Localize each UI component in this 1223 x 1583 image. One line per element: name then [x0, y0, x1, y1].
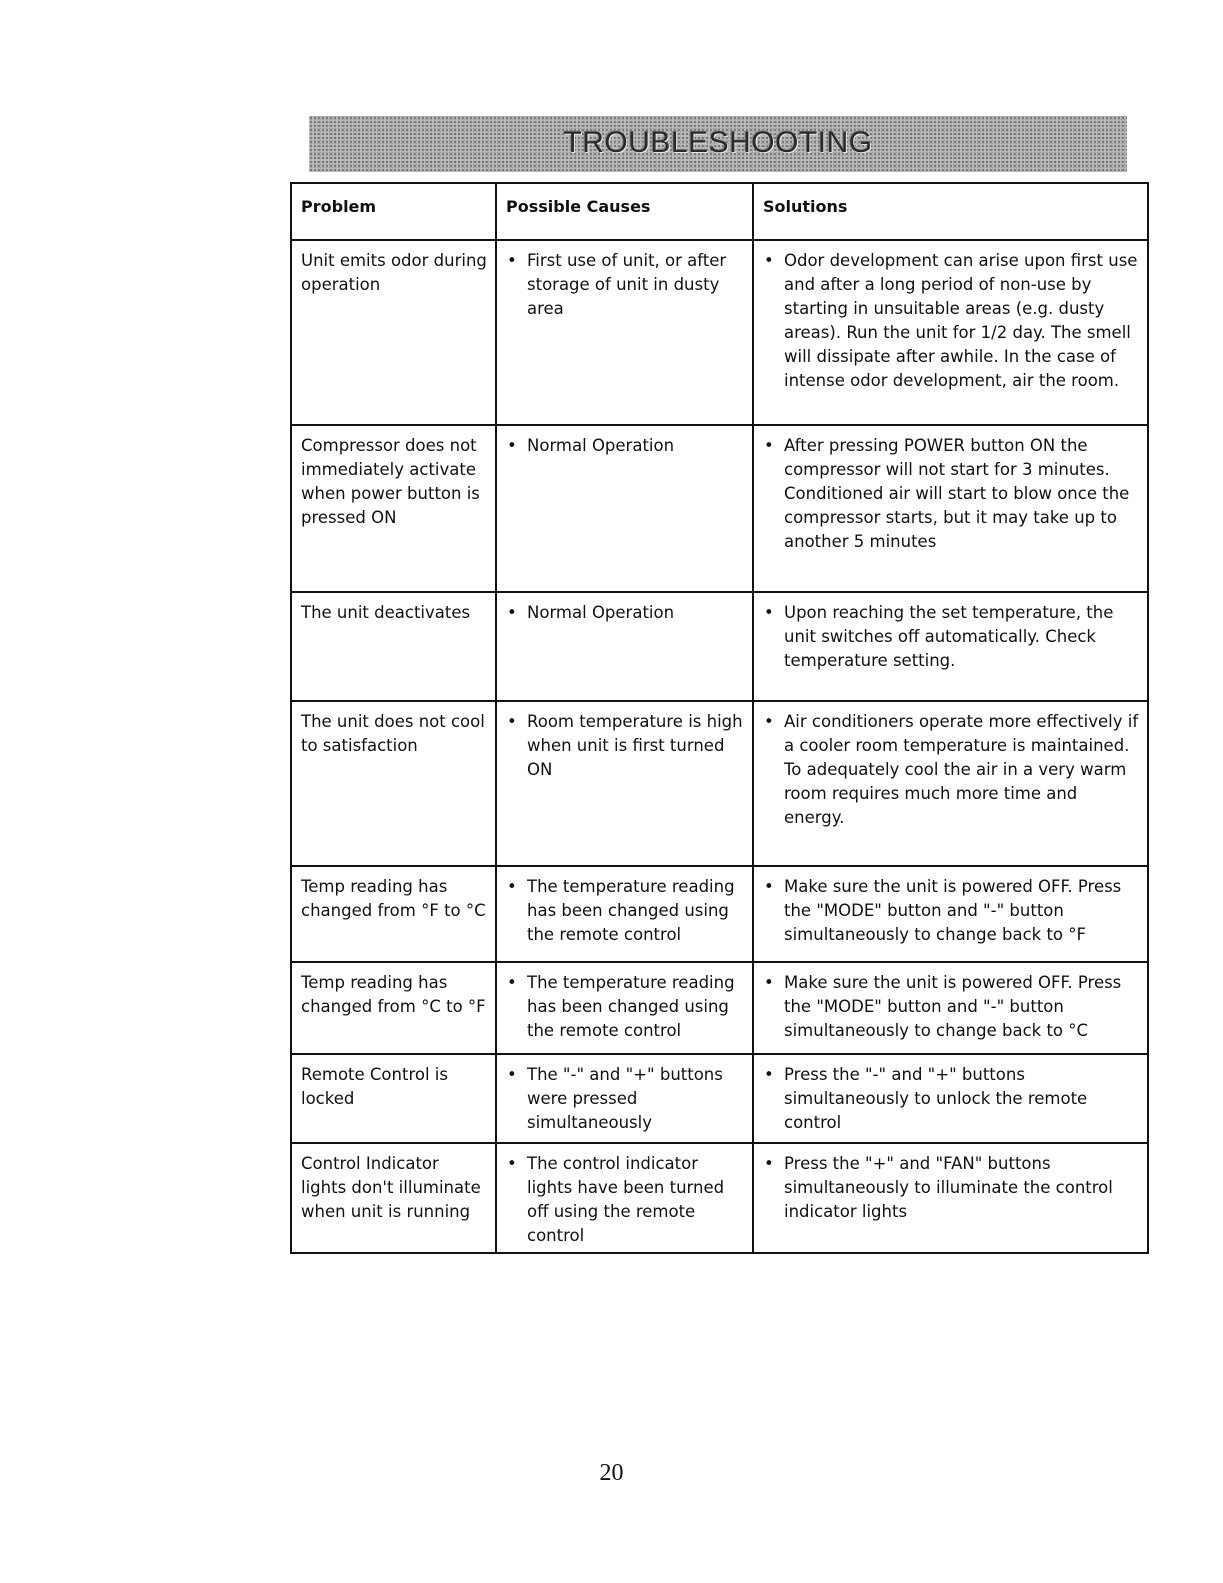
problem-cell: Remote Control is locked: [291, 1054, 496, 1143]
cause-text: The "-" and "+" buttons were pressed simultaneously: [527, 1065, 723, 1132]
cause-cell: [496, 592, 753, 701]
table-row: [291, 866, 1148, 962]
problem-cell: Temp reading has changed from °C to °F: [291, 962, 496, 1054]
cause-text: The temperature reading has been changed using the remote control: [527, 973, 735, 1040]
cause-text: Normal Operation: [527, 436, 675, 455]
table-row: [291, 425, 1148, 592]
solution-text: Press the "-" and "+" buttons simultaneously to unlock the remote control: [784, 1065, 1088, 1132]
table-row: [291, 1054, 1148, 1143]
cause-cell: [496, 1054, 753, 1143]
problem-cell: Unit emits odor during operation: [291, 240, 496, 425]
column-header-problem: Problem: [291, 183, 496, 240]
table-row: [291, 962, 1148, 1054]
problem-cell: The unit does not cool to satisfaction: [291, 701, 496, 866]
cause-cell: [496, 425, 753, 592]
solution-cell: [753, 962, 1148, 1054]
cause-text: First use of unit, or after storage of unit in dusty area: [527, 251, 727, 318]
column-header-causes: Possible Causes: [496, 183, 753, 240]
bullet-icon: •: [764, 973, 774, 992]
problem-cell: Compressor does not immediately activate when power button is pressed ON: [291, 425, 496, 592]
solution-text: Make sure the unit is powered OFF. Press the "MODE" button and "-" button simultaneously to change back to °F: [784, 877, 1122, 944]
bullet-icon: •: [764, 436, 774, 455]
solution-cell: [753, 1143, 1148, 1253]
table-row: [291, 701, 1148, 866]
cause-text: The temperature reading has been changed using the remote control: [527, 877, 735, 944]
bullet-icon: •: [507, 712, 517, 731]
table-row: [291, 1143, 1148, 1253]
cause-cell: [496, 1143, 753, 1253]
bullet-icon: •: [764, 1065, 774, 1084]
solution-text: Make sure the unit is powered OFF. Press the "MODE" button and "-" button simultaneously to change back to °C: [784, 973, 1122, 1040]
cause-text: Normal Operation: [527, 603, 675, 622]
solution-text: Odor development can arise upon first use and after a long period of non-use by starting in unsuitable areas (e.g. dusty areas). Run the unit for 1/2 day. The smell will dissipate after awhile. In the case of intense odor development, air the room.: [784, 251, 1138, 390]
bullet-icon: •: [764, 877, 774, 896]
troubleshooting-table: [290, 182, 1149, 1254]
column-header-solutions: Solutions: [753, 183, 1148, 240]
bullet-icon: •: [764, 603, 774, 622]
section-title: TROUBLESHOOTING: [563, 126, 873, 159]
bullet-icon: •: [507, 973, 517, 992]
bullet-icon: •: [507, 1065, 517, 1084]
solution-cell: [753, 701, 1148, 866]
bullet-icon: •: [764, 251, 774, 270]
solution-text: Press the "+" and "FAN" buttons simultaneously to illuminate the control indicator lights: [784, 1154, 1113, 1221]
section-banner: [309, 116, 1127, 172]
table-row: [291, 592, 1148, 701]
solution-text: Air conditioners operate more effectively if a cooler room temperature is maintained. To adequately cool the air in a very warm room requires much more time and energy.: [784, 712, 1139, 827]
problem-cell: The unit deactivates: [291, 592, 496, 701]
bullet-icon: •: [764, 712, 774, 731]
cause-text: Room temperature is high when unit is first turned ON: [527, 712, 743, 779]
cause-cell: [496, 866, 753, 962]
bullet-icon: •: [507, 251, 517, 270]
cause-text: The control indicator lights have been turned off using the remote control: [527, 1154, 725, 1245]
solution-text: Upon reaching the set temperature, the unit switches off automatically. Check temperature setting.: [784, 603, 1114, 670]
solution-cell: [753, 425, 1148, 592]
bullet-icon: •: [507, 603, 517, 622]
solution-cell: [753, 1054, 1148, 1143]
solution-cell: [753, 240, 1148, 425]
cause-cell: [496, 240, 753, 425]
cause-cell: [496, 701, 753, 866]
bullet-icon: •: [764, 1154, 774, 1173]
solution-cell: [753, 592, 1148, 701]
problem-cell: Control Indicator lights don't illuminate when unit is running: [291, 1143, 496, 1253]
bullet-icon: •: [507, 1154, 517, 1173]
solution-cell: [753, 866, 1148, 962]
bullet-icon: •: [507, 877, 517, 896]
cause-cell: [496, 962, 753, 1054]
solution-text: After pressing POWER button ON the compressor will not start for 3 minutes. Conditioned air will start to blow once the compressor starts, but it may take up to another 5 minutes: [784, 436, 1130, 551]
problem-cell: Temp reading has changed from °F to °C: [291, 866, 496, 962]
page-number: 20: [599, 1460, 624, 1486]
bullet-icon: •: [507, 436, 517, 455]
table-header-row: [291, 183, 1148, 240]
table-row: [291, 240, 1148, 425]
